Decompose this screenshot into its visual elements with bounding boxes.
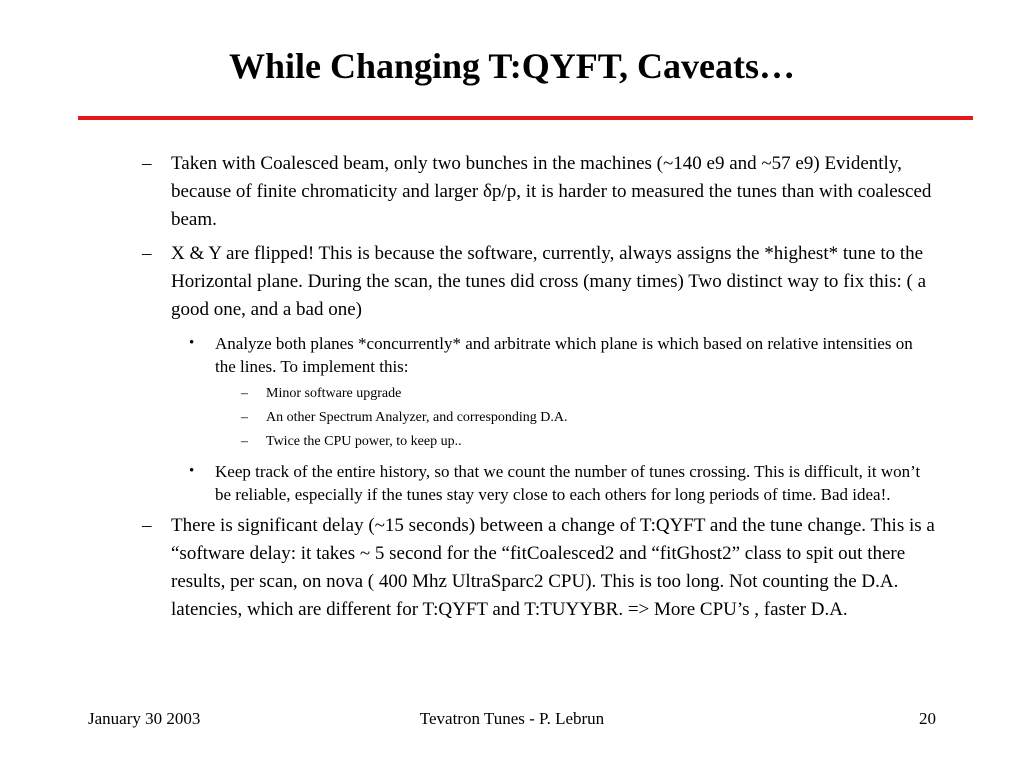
list-item-software-delay: [0, 512, 936, 624]
slide-title: While Changing T:QYFT, Caveats…: [228, 46, 796, 86]
list-item-cpu-power: [0, 430, 916, 454]
list-item-text: Keep track of the entire history, so that we count the number of tunes crossing. This is difficult, it won’t be reliable, especially if the tunes stay very close to each others for long periods of time. Bad idea!.: [215, 462, 921, 504]
list-item-software-upgrade: [0, 382, 916, 406]
list-item-analyze-planes: [0, 332, 935, 378]
list-item-text: Twice the CPU power, to keep up..: [266, 434, 462, 449]
bullet-marker: •: [189, 463, 195, 479]
list-item-beam-coalesced: [0, 150, 936, 234]
dash-marker: –: [142, 515, 152, 536]
title-divider: [78, 116, 973, 120]
content-list: [0, 150, 1024, 624]
list-item-track-history: [0, 460, 935, 506]
list-item-text: Analyze both planes *concurrently* and arbitrate which plane is which based on relative intensities on the lines. To implement this:: [215, 334, 913, 376]
dash-marker: –: [142, 243, 152, 264]
dash-marker: –: [241, 434, 248, 449]
list-item-xy-flipped: [0, 240, 936, 324]
bullet-marker: •: [189, 335, 195, 351]
list-item-text: X & Y are flipped! This is because the software, currently, always assigns the *highest* tune to the Horizontal plane. During the scan, the tunes did cross (many times) Two distinct way to fix this: ( a good one, and a bad one): [171, 243, 926, 320]
footer-date: January 30 2003: [88, 709, 201, 728]
dash-marker: –: [241, 410, 248, 425]
list-item-text: Taken with Coalesced beam, only two bunches in the machines (~140 e9 and ~57 e9) Evidently, because of finite chromaticity and larger δp/p, it is harder to measured the tunes than with coalesced beam.: [171, 153, 932, 230]
list-item-text: Minor software upgrade: [266, 386, 402, 401]
dash-marker: –: [142, 153, 152, 174]
list-item-spectrum-analyzer: [0, 406, 916, 430]
footer-page-number: 20: [919, 709, 936, 728]
dash-marker: –: [241, 386, 248, 401]
list-item-text: There is significant delay (~15 seconds) between a change of T:QYFT and the tune change. This is a “software delay: it takes ~ 5 second for the “fitCoalesced2 and “fitGhost2” class to spit out there results, per scan, on nova ( 400 Mhz UltraSparc2 CPU). This is too long. Not counting the D.A. latencies, which are different for T:QYFT and T:TUYYBR. => More CPU’s , faster D.A.: [171, 515, 935, 620]
footer-presentation-title: Tevatron Tunes - P. Lebrun: [419, 709, 605, 728]
list-item-text: An other Spectrum Analyzer, and corresponding D.A.: [266, 410, 568, 425]
